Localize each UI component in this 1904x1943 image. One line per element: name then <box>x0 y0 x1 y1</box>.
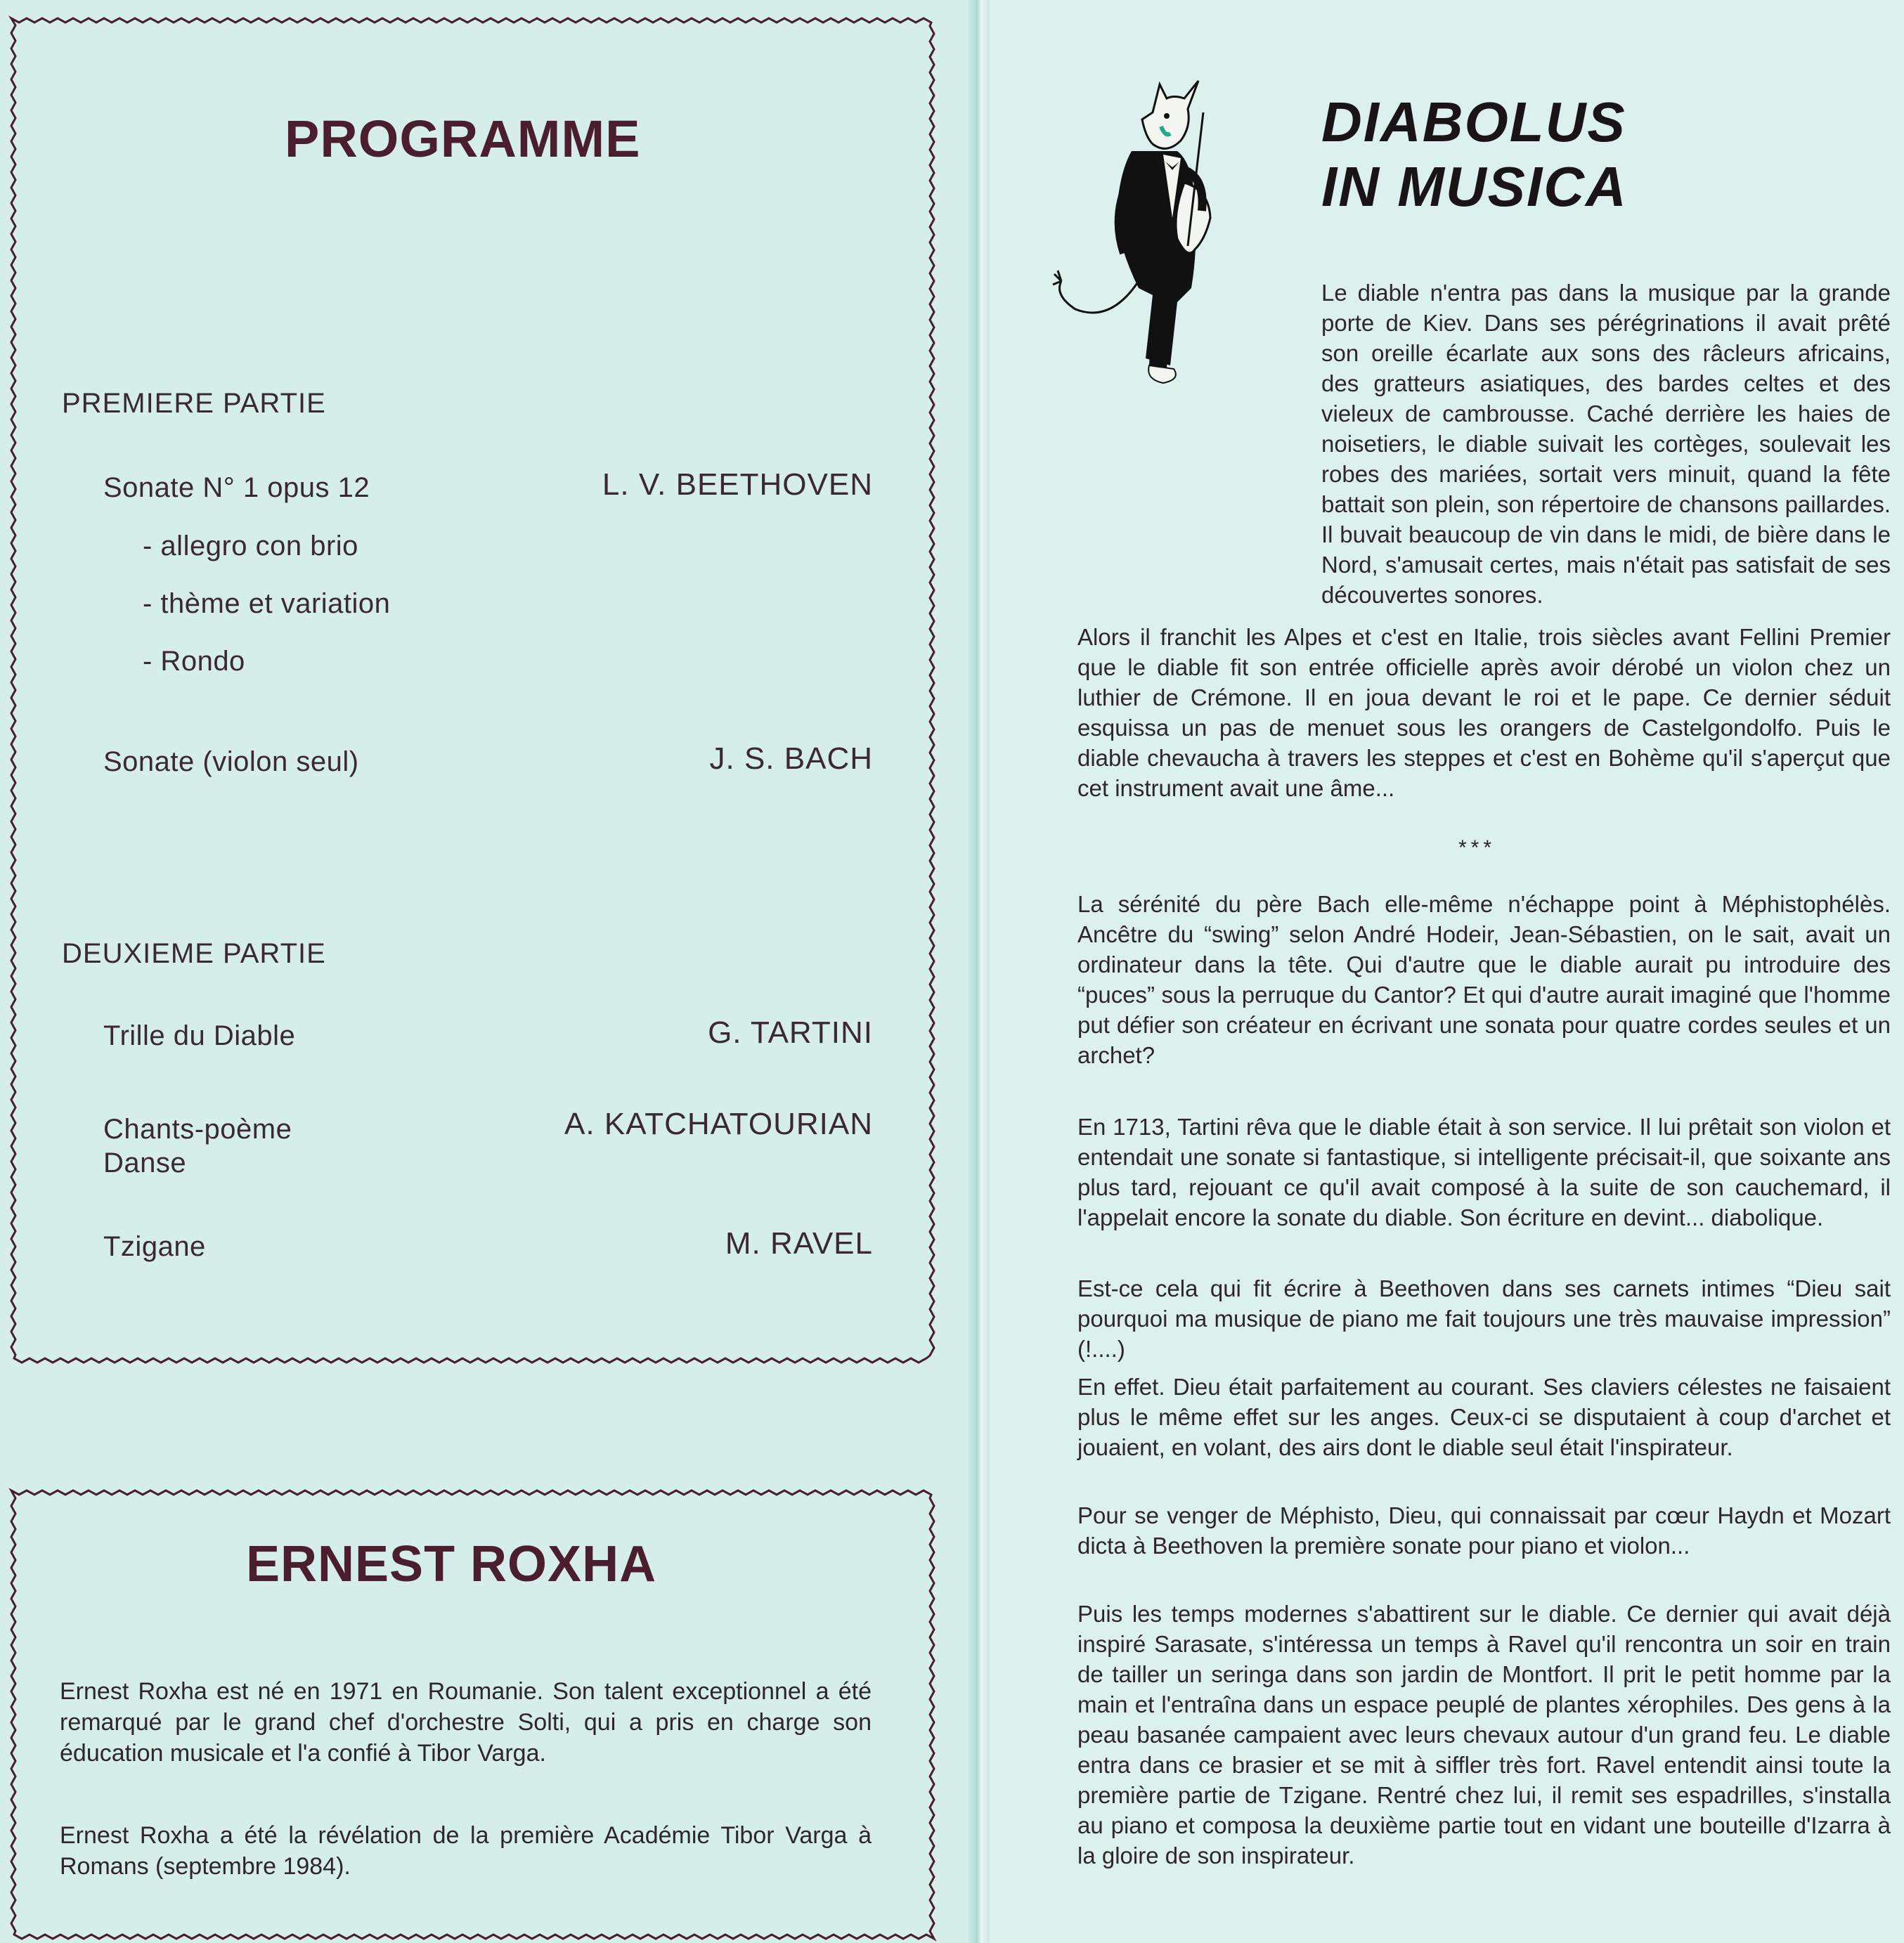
part2-label: DEUXIEME PARTIE <box>62 938 326 969</box>
composer-bach: J. S. BACH <box>709 741 873 776</box>
article-paragraph-6: En effet. Dieu était parfaitement au courant. Ses claviers célestes ne faisaient plus le même effet sur les anges. Ceux-ci se disputaient à coup d'archet et jouaient, en volant, des airs dont le diable seul était l'inspirateur. <box>1077 1374 1891 1460</box>
article-intro-top <box>1321 278 1891 610</box>
article-paragraph-5: Est-ce cela qui fit écrire à Beethoven dans ses carnets intimes “Dieu sait pourquoi ma musique de piano me fait toujours une très mauvaise impression” (!....) <box>1077 1275 1891 1362</box>
bio-paragraph-2: Ernest Roxha a été la révélation de la première Académie Tibor Varga à Romans (septembre 1984). <box>60 1822 872 1880</box>
article-paragraph-4: En 1713, Tartini rêva que le diable était à son service. Il lui prêtait son violon et entendait une sonate si fantastique, si intelligente précisait-il, que soixante ans plus tard, rejouant ce qu'il avait composé à la suite de son cauchemard, il l'appelait encore la sonate du diable. Son écriture en devint... diabolique. <box>1077 1114 1891 1230</box>
movement-1: - allegro con brio <box>143 531 358 561</box>
article-paragraph-7: Pour se venger de Méphisto, Dieu, qui connaissait par cœur Haydn et Mozart dicta à Beethoven la première sonate pour piano et violon... <box>1077 1502 1891 1559</box>
article-title-line-1: DIABOLUS <box>1321 91 1626 153</box>
article-paragraph-3: La sérénité du père Bach elle-même n'échappe point à Méphistophélès. Ancêtre du “swing” selon André Hodeir, Jean-Sébastien, on le sait, avait un ordinateur dans la tête. Qui d'autre que le diable aurait pu introduire des “puces” sous la perruque du Cantor? Et qui d'autre aurait imaginé que l'homme put défier son créateur en écrivant une sonata pour quatre cordes seules et un archet? <box>1077 891 1891 1068</box>
piece-chants: Chants-poème <box>103 1114 292 1145</box>
part1-label: PREMIERE PARTIE <box>62 388 326 419</box>
piece-tzigane: Tzigane <box>103 1231 206 1262</box>
article-paragraph-2: Alors il franchit les Alpes et c'est en Italie, trois siècles avant Fellini Premier que le diable fit son entrée officielle après avoir dérobé un violon chez un luthier de Crémone. Il en joua devant le roi et le pape. Ce dernier séduit esquissa un pas de menuet sous les orangers de Castelgondolfo. Puis le diable chevaucha à travers les steppes et c'est en Bohème qu'il s'aperçut que cet instrument avait une âme... <box>1077 624 1891 801</box>
article-intro: Le diable n'entra pas dans la musique par la grande porte de Kiev. Dans ses pérégrinations il avait prêté son oreille écarlate aux sons des râcleurs africains, des gratteurs asiatiques, des bardes celtes et des vieleux de cambrousse. Caché derrière les haies de noisetiers, le diable suivait les cortèges, soulevait les robes des mariées, sortait vers minuit, quand la fête battait son plein, son répertoire de chansons paillardes. Il buvait beaucoup de vin dans le midi, de bière dans le Nord, s'amusait certes, mais n'était pas satisfait de ses découvertes sonores. <box>1321 280 1891 608</box>
devil-violinist-illustration <box>1047 70 1265 415</box>
composer-beethoven: L. V. BEETHOVEN <box>602 467 873 502</box>
article-title <box>1321 90 1628 219</box>
artist-title: ERNEST ROXHA <box>246 1536 657 1592</box>
bio-paragraph-1: Ernest Roxha est né en 1971 en Roumanie. Son talent exceptionnel a été remarqué par le grand chef d'orchestre Solti, qui a pris en charge son éducation musicale et l'a confié à Tibor Varga. <box>60 1678 872 1767</box>
page-fold <box>969 0 990 1943</box>
piece-trille: Trille du Diable <box>103 1020 296 1051</box>
composer-tartini: G. TARTINI <box>708 1015 873 1050</box>
piece-sonate-bach: Sonate (violon seul) <box>103 746 359 777</box>
movement-3: - Rondo <box>143 646 245 677</box>
composer-katchatourian: A. KATCHATOURIAN <box>564 1107 873 1141</box>
article-title-line-2: IN MUSICA <box>1321 155 1628 218</box>
piece-sonate-1: Sonate N° 1 opus 12 <box>103 472 370 503</box>
movement-2: - thème et variation <box>143 588 391 619</box>
article-paragraph-8: Puis les temps modernes s'abattirent sur le diable. Ce dernier qui avait déjà inspiré Sarasate, s'intéressa un temps à Ravel qu'il rencontra un soir en train de tailler un seringa dans son jardin de Montfort. Il prit le petit homme par la main et l'entraîna dans un espace peuplé de plantes xérophiles. Des gens à la peau basanée campaient avec leurs chevaux autour d'un grand feu. Le diable entra dans ce brasier et se mit à siffler très fort. Ravel entendit ainsi toute la première partie de Tzigane. Rentré chez lui, il remit ses espadrilles, s'installa au piano et composa la deuxième partie tout en vidant une bouteille d'Izarra à la gloire de son inspirateur. <box>1077 1601 1891 1869</box>
composer-ravel: M. RAVEL <box>725 1226 873 1261</box>
programme-title: PROGRAMME <box>285 110 641 168</box>
separator-stars: *** <box>1458 836 1496 859</box>
piece-danse: Danse <box>103 1148 187 1178</box>
